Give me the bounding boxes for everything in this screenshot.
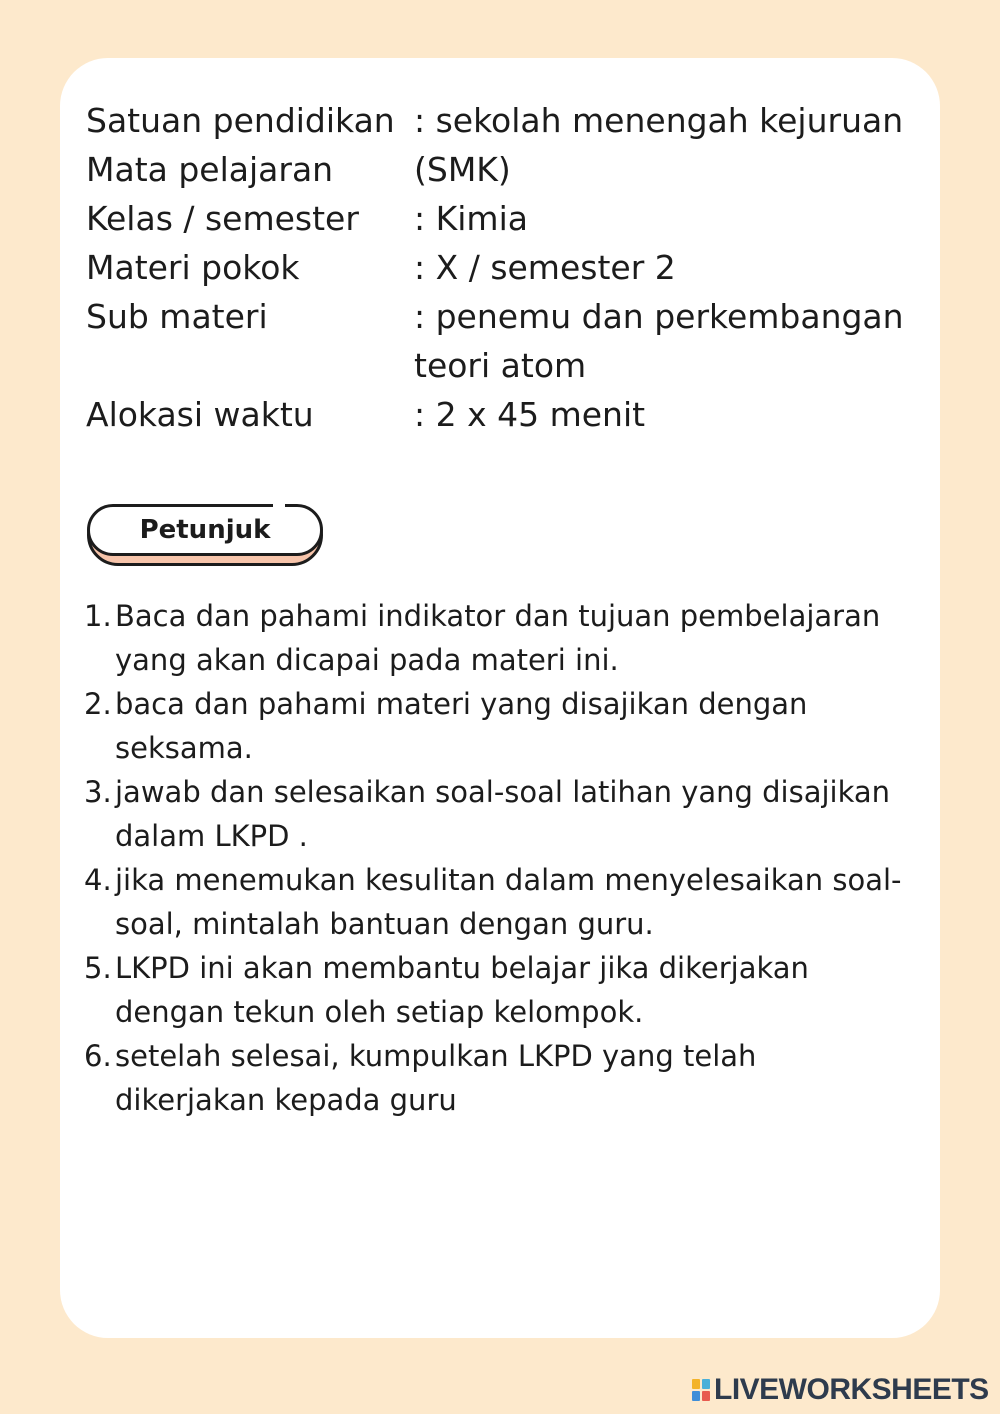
list-number: 4. [84, 863, 112, 897]
info-label [86, 341, 406, 390]
instruction-list [84, 594, 924, 1122]
info-label: Mata pelajaran [86, 150, 334, 189]
list-item [84, 1034, 924, 1122]
info-value: : 2 x 45 menit [414, 395, 646, 434]
badge-outline-gap [273, 500, 285, 508]
liveworksheets-logo-icon [692, 1378, 712, 1402]
list-item [84, 682, 924, 770]
list-text: setelah selesai, kumpulkan LKPD yang telah dikerjakan kepada guru [115, 1039, 757, 1117]
section-badge [87, 504, 323, 568]
info-label: Sub materi [86, 297, 268, 336]
list-number: 2. [84, 687, 112, 721]
list-number: 5. [84, 951, 112, 985]
info-label: Materi pokok [86, 248, 300, 287]
list-item [84, 858, 924, 946]
info-value: teori atom [414, 346, 587, 385]
brand-name: LIVEWORKSHEETS [714, 1373, 989, 1406]
worksheet-card [60, 58, 940, 1338]
list-text: Baca dan pahami indikator dan tujuan pembelajaran yang akan dicapai pada materi ini. [115, 599, 881, 677]
list-number: 3. [84, 775, 112, 809]
info-value: (SMK) [414, 150, 511, 189]
section-title: Petunjuk [139, 515, 271, 545]
list-number: 6. [84, 1039, 112, 1073]
list-item [84, 946, 924, 1034]
info-value: : X / semester 2 [414, 248, 676, 287]
liveworksheets-brand[interactable] [692, 1373, 989, 1407]
list-text: LKPD ini akan membantu belajar jika dikerjakan dengan tekun oleh setiap kelompok. [115, 951, 809, 1029]
info-values [414, 96, 924, 439]
info-label: Kelas / semester [86, 199, 359, 238]
info-value: : penemu dan perkembangan [414, 297, 904, 336]
info-label: Alokasi waktu [86, 395, 314, 434]
info-value: : sekolah menengah kejuruan [414, 101, 904, 140]
list-item [84, 594, 924, 682]
info-labels [86, 96, 406, 439]
badge-face [87, 504, 323, 556]
list-text: jika menemukan kesulitan dalam menyelesaikan soal- soal, mintalah bantuan dengan guru. [115, 863, 902, 941]
info-label: Satuan pendidikan [86, 101, 395, 140]
list-text: jawab dan selesaikan soal-soal latihan yang disajikan dalam LKPD . [115, 775, 891, 853]
list-text: baca dan pahami materi yang disajikan dengan seksama. [115, 687, 808, 765]
info-value: : Kimia [414, 199, 528, 238]
list-item [84, 770, 924, 858]
list-number: 1. [84, 599, 112, 633]
